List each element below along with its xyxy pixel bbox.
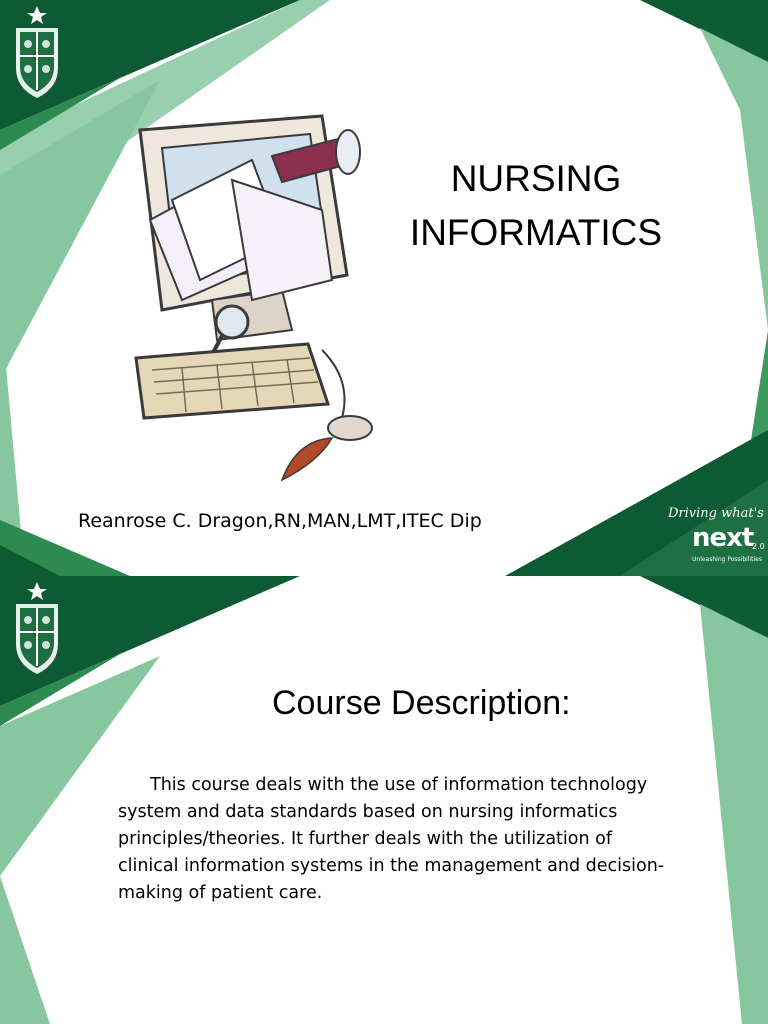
brand-logo [660,506,766,570]
brand-line2: next [692,523,754,553]
presentation-title: NURSING INFORMATICS [409,158,663,253]
computer-clipart-illustration [122,100,382,490]
school-crest-icon [12,6,62,100]
school-crest-icon [12,582,62,676]
slide-course-description [0,576,768,1024]
brand-tagline: Unleashing Possibilities [692,556,762,563]
slide-heading: Course Description: [272,684,571,722]
brand-line1: Driving what's [668,506,764,521]
author-name: Reanrose C. Dragon,RN,MAN,LMT,ITEC Dip [78,510,482,532]
course-description-text: This course deals with the use of information technology system and data standards based on nursing informatics principles/theories. It further deals with the utilization of clinical information systems in the management and decision-making of patient care. [118,775,665,903]
brand-version: 2.0 [752,542,765,551]
